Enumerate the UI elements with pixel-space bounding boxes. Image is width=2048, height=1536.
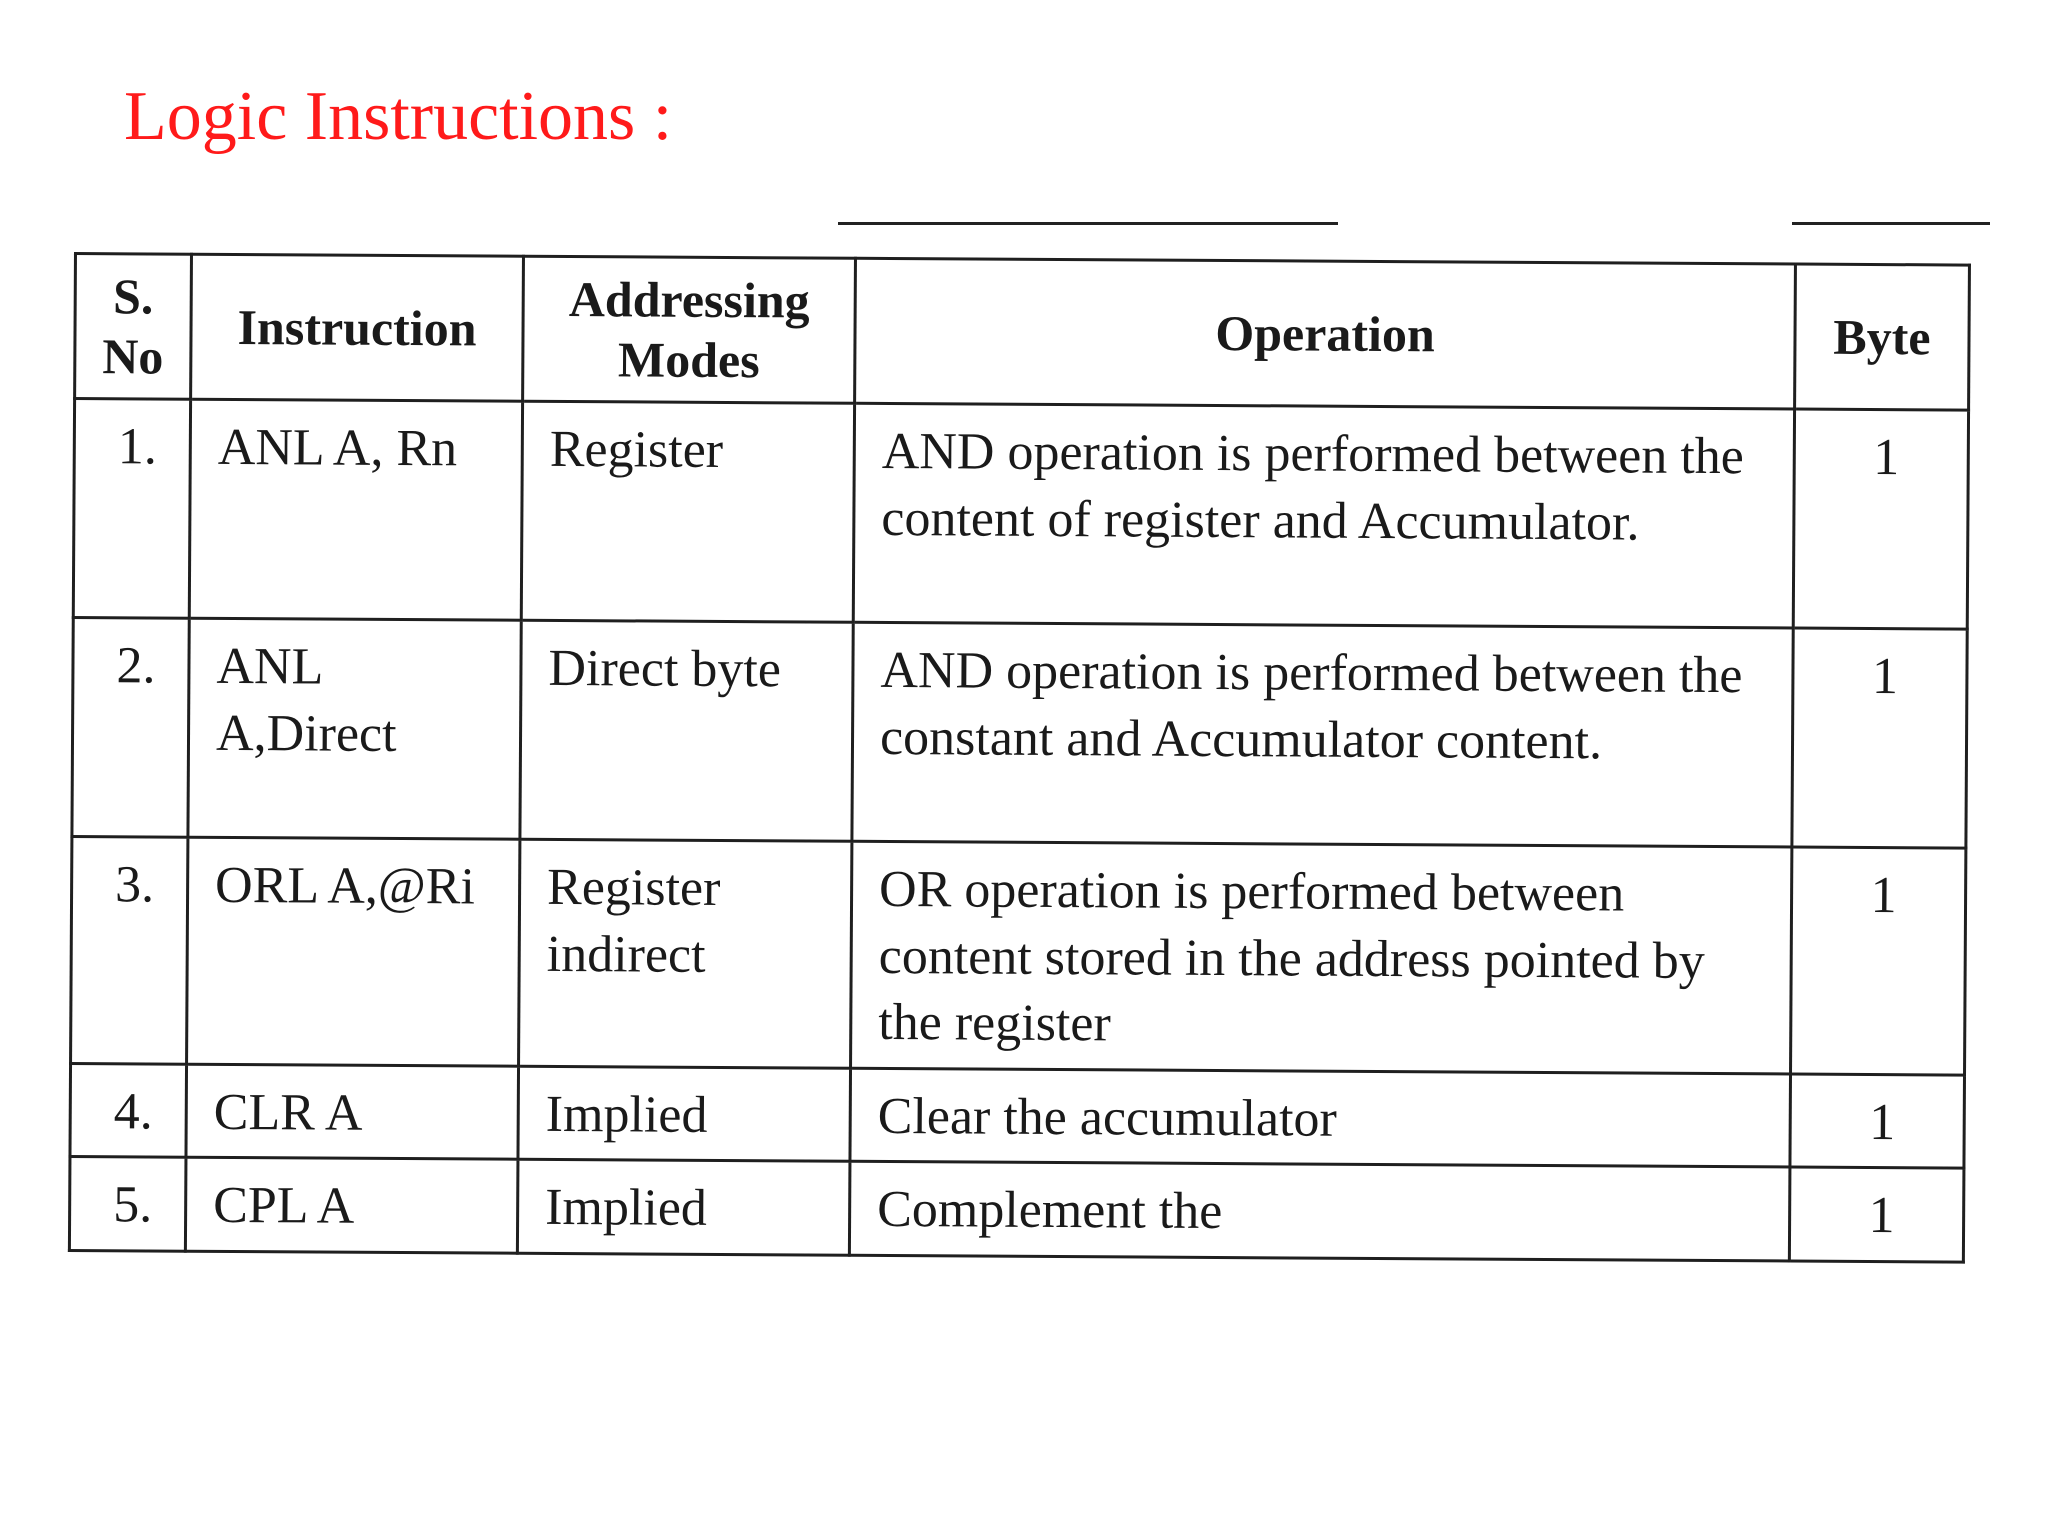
cell-addressing: Implied [518, 1066, 851, 1162]
cell-instruction: ANL A, Rn [189, 399, 522, 620]
table-row [71, 836, 1966, 1074]
table-row [73, 399, 1968, 630]
table-row [69, 1157, 1964, 1262]
cell-sno: 4. [70, 1063, 187, 1157]
cell-byte: 1 [1793, 409, 1968, 629]
cell-operation: OR operation is performed between content stored in the address pointed by the register [851, 841, 1792, 1073]
cell-instruction: ORL A,@Ri [187, 837, 520, 1066]
cell-sno: 2. [72, 618, 189, 838]
cell-sno: 1. [73, 399, 190, 619]
header-operation: Operation [855, 258, 1796, 409]
table-row [72, 618, 1967, 849]
cell-operation: AND operation is performed between the constant and Accumulator content. [852, 622, 1793, 847]
cell-byte: 1 [1792, 628, 1967, 848]
logic-instructions-table [68, 252, 1971, 1263]
cell-instruction: ANL A,Direct [188, 618, 521, 839]
cell-instruction: CPL A [185, 1157, 518, 1253]
divider-line [1792, 222, 1990, 225]
cell-addressing: Implied [517, 1159, 850, 1255]
cell-byte: 1 [1789, 1167, 1964, 1262]
cell-byte: 1 [1790, 1074, 1965, 1169]
divider-line [838, 222, 1338, 225]
cell-addressing: Register indirect [519, 839, 852, 1068]
header-sno: S. No [75, 254, 192, 400]
cell-operation: Clear the accumulator [850, 1068, 1791, 1167]
table-header-row [75, 254, 1970, 411]
header-byte: Byte [1795, 264, 1970, 410]
cell-byte: 1 [1791, 847, 1966, 1075]
cell-sno: 3. [71, 836, 188, 1063]
table-container [68, 252, 1968, 1263]
slide-title: Logic Instructions : [124, 78, 673, 155]
cell-addressing: Register [521, 401, 854, 622]
cell-addressing: Direct byte [520, 620, 853, 841]
header-instruction: Instruction [191, 254, 524, 401]
header-addressing-modes: Addressing Modes [523, 256, 856, 403]
cell-operation: AND operation is performed between the content of register and Accumulator. [853, 403, 1794, 628]
cell-operation: Complement the [849, 1161, 1790, 1260]
cell-instruction: CLR A [186, 1064, 519, 1160]
cell-sno: 5. [69, 1157, 186, 1251]
table-row [70, 1063, 1965, 1168]
